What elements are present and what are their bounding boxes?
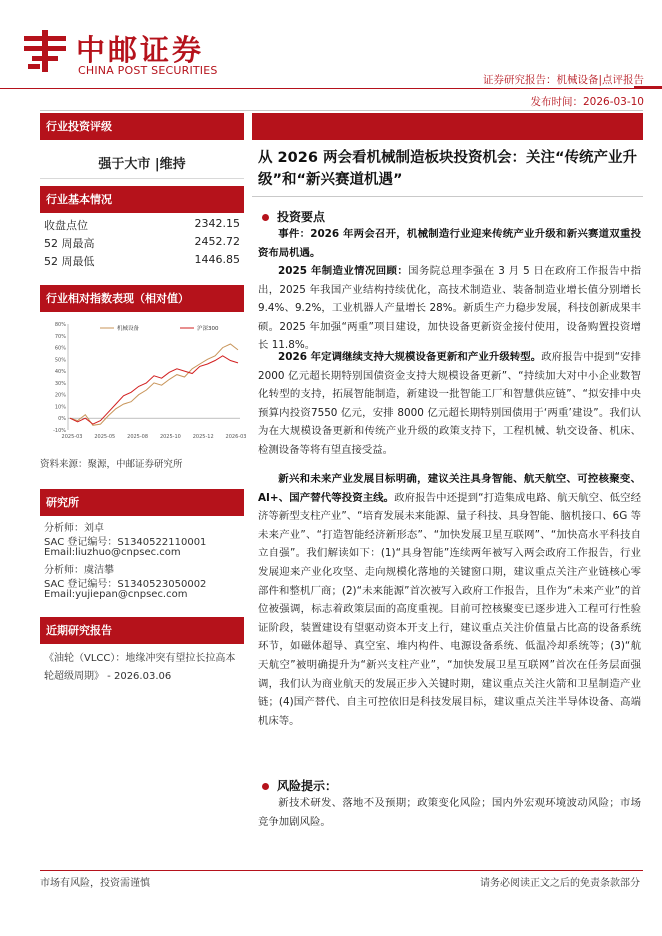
chart-y-tick-label: 0% <box>58 416 66 423</box>
basics-row-low <box>44 253 240 269</box>
performance-section-header: 行业相对指数表现（相对值） <box>40 285 244 312</box>
emerging-industries-paragraph: 新兴和未来产业发展目标明确，建议关注具身智能、航天航空、可控核聚变、AI+、国产替代等投资主线。政府报告中还提到“打造集成电路、航天航空、低空经济等新型支柱产业”、“培育发展未来能源、量子科技、具身智能、脑机接口、6G 等未来产业”、“打造智能经济新形态”、“加快发展卫星互联网”、“加快高水平科技自立自强”。我们解读如下：(1)“具身智能”连续两年被写入两会政府工作报告，行业发展迎来产业化攻坚、走向规模化落地的关键窗口期，建议重点关注产业链核心零部件和整机厂商；(2)“未来能源”首次被写入政府工作报告，且作为“未来产业”的首位被强调，标志着政策层面的高度重视。目前可控核聚变已逐步进入工程可行性验证阶段，装置建设有望驱动资本开支上行，建议重点关注价值量占比高的设备系统环节，如磁体超导、真空室、堆内构件、电源设备系统、低温冷却系统等；(3)“航天航空”被明确提升为“新兴支柱产业”，“加快发展卫星互联网”首次在任务层面强调，我们认为商业航天的发展正步入关键时期，建议重点关注火箭和卫星制造产业链；(4)国产替代、自主可控依旧是科技发展目标，建议重点关注半导体设备、高端机床等。 <box>258 473 641 727</box>
recent-report-link[interactable]: 《油轮（VLCC）：地缘冲突有望拉长拉高本轮超级周期》 - 2026.03.06 <box>44 653 236 682</box>
title-divider <box>252 196 643 197</box>
chart-y-tick-label: 80% <box>54 322 66 328</box>
rating-section-header: 行业投资评级 <box>40 113 244 140</box>
recent-reports-header: 近期研究报告 <box>40 617 244 644</box>
analyst-email[interactable]: Email:liuzhuo@cnpsec.com <box>44 547 181 558</box>
header-divider <box>0 88 662 89</box>
chart-y-tick-label: 30% <box>54 380 66 387</box>
chart-x-tick-label: 2026-03 <box>225 434 247 440</box>
basics-row-high <box>44 235 240 251</box>
header-accent <box>634 86 662 89</box>
analyst-name: 分析师：虞洁攀 <box>44 565 114 576</box>
chart-y-tick-label: 50% <box>54 357 66 364</box>
chart-y-tick-label: 10% <box>54 404 66 411</box>
title-banner <box>252 113 643 140</box>
event-paragraph: 事件：2026 年两会召开，机械制造行业迎来传统产业升级和新兴赛道双重投资布局机遇。 <box>258 228 641 259</box>
industry-rating: 强于大市 |维持 <box>98 157 186 172</box>
basics-value: 1446.85 <box>194 253 240 266</box>
footer-divider <box>40 870 643 871</box>
chart-y-tick-label: 20% <box>54 392 66 399</box>
chart-x-tick-label: 2025-05 <box>94 434 116 440</box>
basics-value: 2452.72 <box>194 235 240 248</box>
basics-label: 52 周最高 <box>44 237 95 250</box>
chart-y-tick-label: 40% <box>54 369 66 376</box>
analyst-sac: SAC 登记编号：S1340523050002 <box>44 579 207 590</box>
header-subdivider <box>40 110 643 111</box>
basics-value: 2342.15 <box>194 217 240 230</box>
report-title: 从 2026 两会看机械制造板块投资机会：关注“传统产业升级”和“新兴赛道机遇” <box>258 150 637 188</box>
basics-row-close <box>44 217 240 233</box>
divider <box>40 178 244 179</box>
chart-y-tick-label: 70% <box>54 333 66 340</box>
chart-y-tick-label: -10% <box>53 428 66 434</box>
chart-x-tick-label: 2025-03 <box>61 434 83 440</box>
analyst-sac: SAC 登记编号：S1340522110001 <box>44 537 207 548</box>
chart-x-tick-label: 2025-12 <box>192 434 214 440</box>
relative-index-chart <box>40 318 247 446</box>
bullet-icon <box>262 783 269 790</box>
brand-name-cn: 中邮证券 <box>76 33 205 67</box>
bullet-icon <box>262 214 269 221</box>
chart-legend-label: 沪深300 <box>197 326 219 332</box>
risk-paragraph: 新技术研发、落地不及预期；政策变化风险；国内外宏观环境波动风险；市场竞争加剧风险。 <box>258 797 641 828</box>
company-logo-icon <box>22 28 68 74</box>
publish-date: 发布时间：2026-03-10 <box>530 96 644 108</box>
footer-risk-notice: 市场有风险，投资需谨慎 <box>40 878 150 889</box>
footer-disclaimer[interactable]: 请务必阅读正文之后的免责条款部分 <box>480 878 640 889</box>
chart-x-tick-label: 2025-08 <box>127 434 149 440</box>
research-section-header: 研究所 <box>40 489 244 516</box>
review-paragraph: 2025 年制造业情况回顾：国务院总理李强在 3 月 5 日在政府工作报告中指出，2025 年我国产业结构持续优化，高技术制造业、装备制造业增长值分别增长 9.4%、9.2%，工业机器人产量增长 28%。新质生产力稳步发展，科技创新成果丰硕。2025 年加强“两重”项目建设，加快设备更新资金接付使用，设备购置投资增长 11.8%。 <box>258 265 641 352</box>
report-type: 证券研究报告：机械设备|点评报告 <box>482 74 644 86</box>
analyst-email[interactable]: Email:yujiepan@cnpsec.com <box>44 589 188 600</box>
chart-series-line <box>70 356 238 424</box>
chart-legend-label: 机械设备 <box>117 326 140 332</box>
chart-x-tick-label: 2025-10 <box>159 434 181 440</box>
investment-highlights-heading: 投资要点 <box>262 208 325 225</box>
policy-paragraph: 2026 年定调继续支持大规模设备更新和产业升级转型。政府报告中提到“安排 2000 亿元超长期特别国债资金支持大规模设备更新”、“持续加大对中小企业数智化转型的支持，拓展智能制造，新建设一批智能工厂和智慧供应链”、“拟安排中央预算内投资7550 亿元，安排 8000 亿元超长期特别国债用于‘两重’建设”。我们认为在大规模设备更新和传统产业升级的政策支持下，工程机械、轨交设备、机床、检测设备等将有望直接受益。 <box>258 351 641 456</box>
risk-heading: 风险提示： <box>262 777 337 794</box>
chart-source: 资料来源：聚源，中邮证券研究所 <box>40 459 183 470</box>
basics-section-header: 行业基本情况 <box>40 186 244 213</box>
analyst-name: 分析师：刘卓 <box>44 523 104 534</box>
chart-series-line <box>70 344 238 425</box>
chart-y-tick-label: 60% <box>54 345 66 352</box>
basics-label: 收盘点位 <box>44 219 88 232</box>
brand-name-en: CHINA POST SECURITIES <box>78 64 218 77</box>
basics-label: 52 周最低 <box>44 255 95 268</box>
